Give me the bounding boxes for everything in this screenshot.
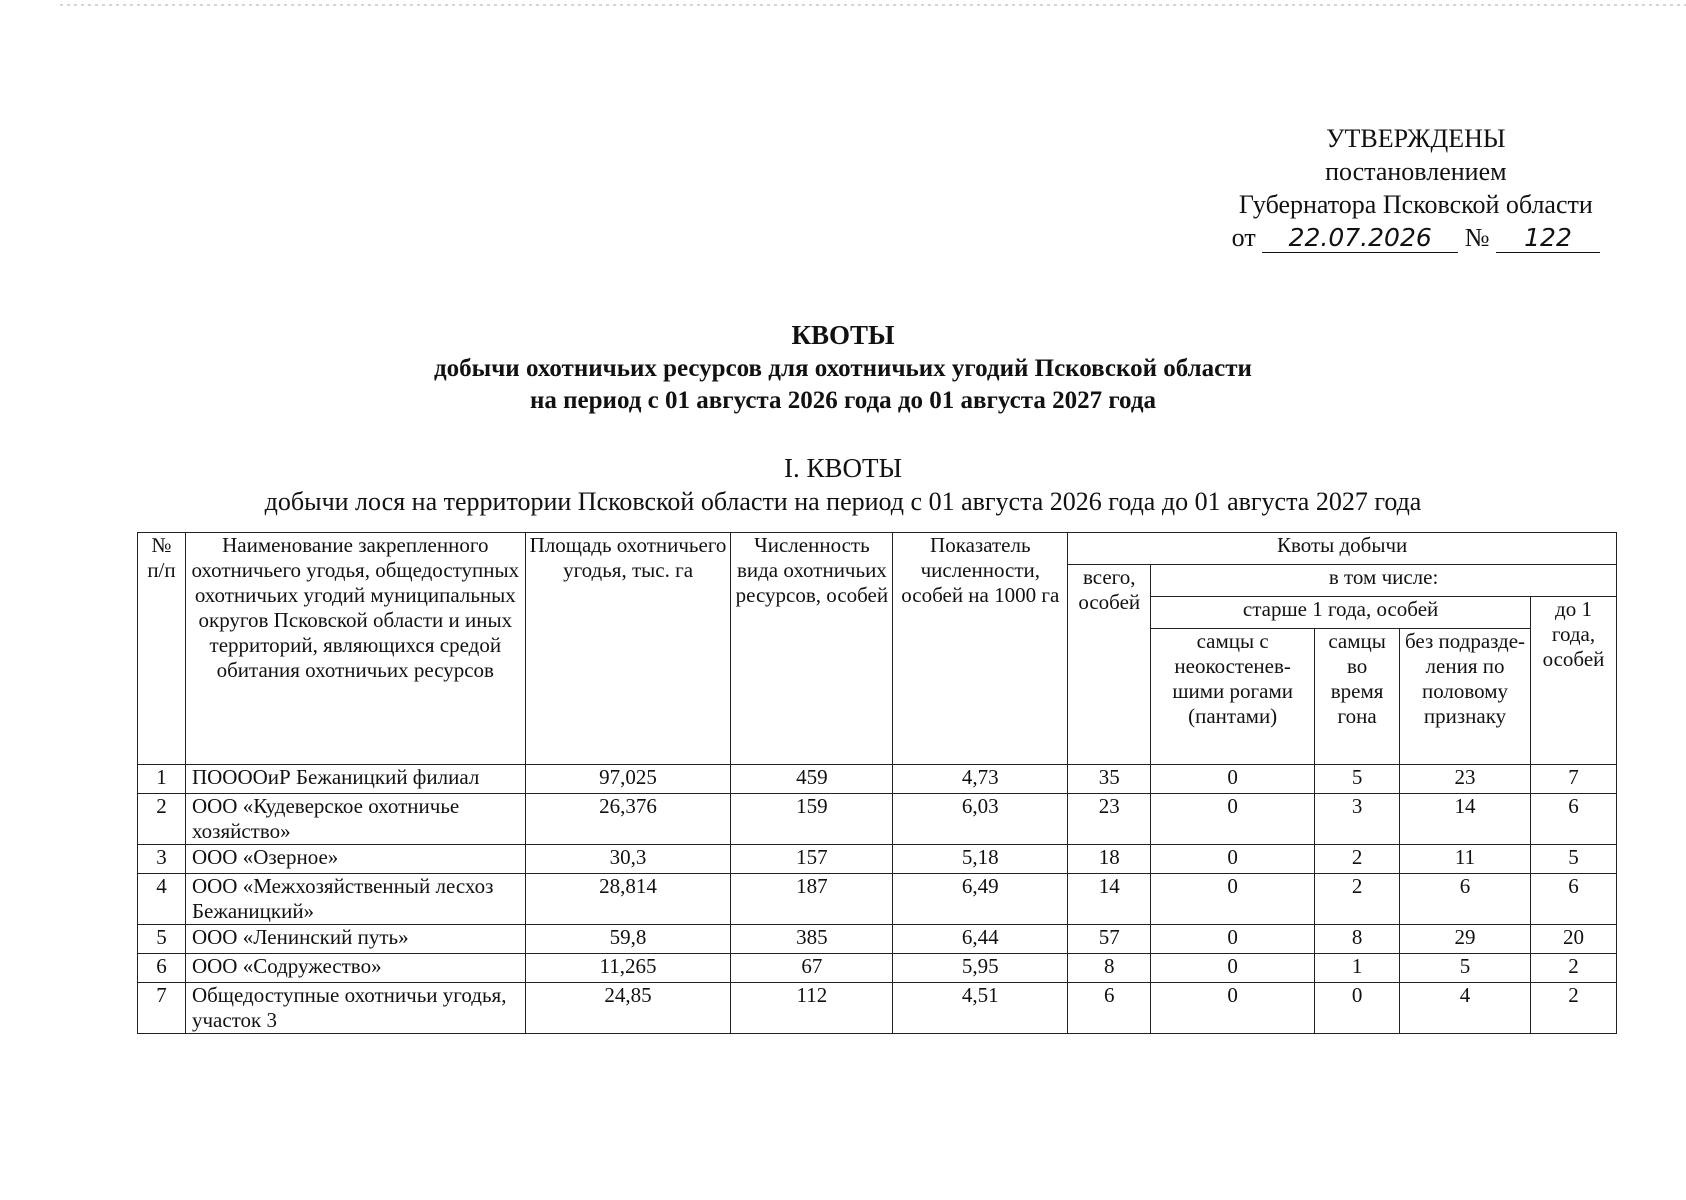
- row-num: 7: [138, 983, 186, 1034]
- row-under1: 2: [1530, 983, 1616, 1034]
- header-quotas: Квоты добычи: [1068, 533, 1617, 565]
- row-area: 11,265: [525, 954, 731, 983]
- row-no-sex: 23: [1400, 765, 1531, 794]
- row-no-sex: 6: [1400, 874, 1531, 925]
- handwritten-number: 122: [1496, 224, 1600, 253]
- document-title: КВОТЫ: [791, 320, 895, 350]
- row-no-sex: 29: [1400, 925, 1531, 954]
- header-under1: до 1 года, особей: [1530, 597, 1616, 765]
- section-subtitle: добычи лося на территории Псковской области на период с 01 августа 2026 года до 01 августа 2027 года: [264, 487, 1422, 516]
- row-density: 6,49: [893, 874, 1068, 925]
- header-num: № п/п: [138, 533, 186, 765]
- row-name: ПООООиР Бежаницкий филиал: [185, 765, 525, 794]
- number-prefix: №: [1464, 223, 1490, 252]
- row-males-antlers: 0: [1151, 874, 1315, 925]
- document-subtitle-1: добычи охотничьих ресурсов для охотничьих угодий Псковской области: [434, 355, 1252, 382]
- approval-line3: Губернатора Псковской области: [1238, 190, 1593, 219]
- table-row: [138, 925, 1617, 954]
- row-num: 4: [138, 874, 186, 925]
- row-no-sex: 5: [1400, 954, 1531, 983]
- row-density: 5,18: [893, 845, 1068, 874]
- row-num: 3: [138, 845, 186, 874]
- header-density: Показатель численности, особей на 1000 га: [893, 533, 1068, 765]
- date-prefix: от: [1231, 223, 1256, 252]
- row-under1: 5: [1530, 845, 1616, 874]
- header-area: Площадь охотничьего угодья, тыс. га: [525, 533, 731, 765]
- row-males-rut: 1: [1315, 954, 1400, 983]
- row-under1: 20: [1530, 925, 1616, 954]
- approval-line2: постановлением: [1325, 157, 1507, 186]
- row-under1: 6: [1530, 874, 1616, 925]
- row-no-sex: 4: [1400, 983, 1531, 1034]
- document-subtitle-2: на период с 01 августа 2026 года до 01 августа 2027 года: [530, 387, 1156, 414]
- row-males-rut: 5: [1315, 765, 1400, 794]
- row-name: ООО «Содружество»: [185, 954, 525, 983]
- row-population: 385: [731, 925, 893, 954]
- row-density: 6,03: [893, 794, 1068, 845]
- row-num: 6: [138, 954, 186, 983]
- table-row: [138, 845, 1617, 874]
- row-males-rut: 8: [1315, 925, 1400, 954]
- row-males-rut: 2: [1315, 874, 1400, 925]
- header-including: в том числе:: [1151, 565, 1617, 597]
- row-total: 57: [1068, 925, 1151, 954]
- row-population: 187: [731, 874, 893, 925]
- row-no-sex: 14: [1400, 794, 1531, 845]
- row-total: 23: [1068, 794, 1151, 845]
- row-males-antlers: 0: [1151, 794, 1315, 845]
- row-males-antlers: 0: [1151, 845, 1315, 874]
- row-population: 157: [731, 845, 893, 874]
- row-males-rut: 2: [1315, 845, 1400, 874]
- row-total: 8: [1068, 954, 1151, 983]
- row-males-antlers: 0: [1151, 765, 1315, 794]
- row-population: 67: [731, 954, 893, 983]
- row-males-antlers: 0: [1151, 983, 1315, 1034]
- section-title: I. КВОТЫ: [783, 453, 903, 483]
- row-density: 6,44: [893, 925, 1068, 954]
- row-males-antlers: 0: [1151, 925, 1315, 954]
- row-density: 4,51: [893, 983, 1068, 1034]
- header-name: Наименование закрепленного охотничьего угодья, общедоступных охотничьих угодий муниципальных округов Псковской области и иных территорий, являющихся средой обитания охотничьих ресурсов: [185, 533, 525, 765]
- row-total: 35: [1068, 765, 1151, 794]
- approval-line1: УТВЕРЖДЕНЫ: [1326, 124, 1506, 153]
- header-population: Численность вида охотничьих ресурсов, особей: [731, 533, 893, 765]
- row-area: 97,025: [525, 765, 731, 794]
- row-males-antlers: 0: [1151, 954, 1315, 983]
- table-row: [138, 794, 1617, 845]
- row-total: 14: [1068, 874, 1151, 925]
- quota-table: [137, 532, 1617, 1034]
- header-males-rut: самцы во время гона: [1315, 629, 1400, 765]
- row-num: 2: [138, 794, 186, 845]
- row-population: 459: [731, 765, 893, 794]
- approval-date-line: [1232, 221, 1600, 254]
- row-name: ООО «Межхозяйственный лесхоз Бежаницкий»: [185, 874, 525, 925]
- row-population: 159: [731, 794, 893, 845]
- row-total: 6: [1068, 983, 1151, 1034]
- row-no-sex: 11: [1400, 845, 1531, 874]
- row-name: ООО «Озерное»: [185, 845, 525, 874]
- row-under1: 6: [1530, 794, 1616, 845]
- handwritten-date: 22.07.2026: [1262, 224, 1458, 253]
- header-older: старше 1 года, особей: [1151, 597, 1531, 629]
- header-total: всего, особей: [1068, 565, 1151, 765]
- row-name: ООО «Ленинский путь»: [185, 925, 525, 954]
- row-males-rut: 0: [1315, 983, 1400, 1034]
- row-density: 5,95: [893, 954, 1068, 983]
- row-area: 26,376: [525, 794, 731, 845]
- table-row: [138, 954, 1617, 983]
- table-row: [138, 765, 1617, 794]
- row-num: 1: [138, 765, 186, 794]
- table-row: [138, 874, 1617, 925]
- row-males-rut: 3: [1315, 794, 1400, 845]
- scan-edge-line: [60, 4, 1686, 6]
- table-row: [138, 983, 1617, 1034]
- row-area: 30,3: [525, 845, 731, 874]
- approval-block: [1232, 122, 1600, 254]
- header-no-sex: без подразде-ления по половому признаку: [1400, 629, 1531, 765]
- row-name: Общедоступные охотничьи угодья, участок 3: [185, 983, 525, 1034]
- row-area: 28,814: [525, 874, 731, 925]
- row-area: 24,85: [525, 983, 731, 1034]
- row-under1: 7: [1530, 765, 1616, 794]
- row-num: 5: [138, 925, 186, 954]
- row-density: 4,73: [893, 765, 1068, 794]
- row-area: 59,8: [525, 925, 731, 954]
- header-males-antlers: самцы с неокостенев-шими рогами (пантами): [1151, 629, 1315, 765]
- row-under1: 2: [1530, 954, 1616, 983]
- row-population: 112: [731, 983, 893, 1034]
- row-total: 18: [1068, 845, 1151, 874]
- row-name: ООО «Кудеверское охотничье хозяйство»: [185, 794, 525, 845]
